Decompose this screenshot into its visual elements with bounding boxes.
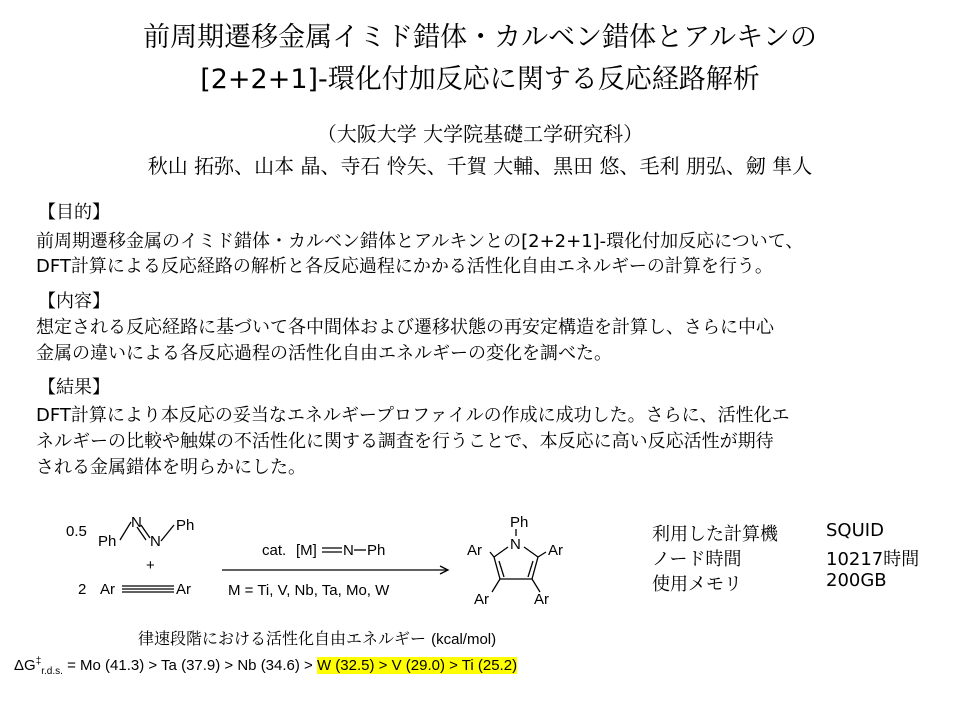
purpose-heading: 【目的】: [38, 202, 110, 223]
coef-azo: 0.5: [66, 523, 87, 540]
compute-value-1: SQUID: [826, 520, 884, 541]
purpose-line-1: 前周期遷移金属のイミド錯体・カルベン錯体とアルキンとの[2+2+1]-環化付加反応について、: [36, 231, 804, 252]
cat-ph: Ph: [367, 542, 386, 559]
ph-right: Ph: [176, 517, 195, 534]
affiliation: （大阪大学 大学院基礎工学研究科）: [316, 122, 644, 146]
compute-label-3: 使用メモリ: [652, 574, 742, 595]
reaction-scheme: [0, 500, 640, 630]
bond-ar-3: [492, 579, 500, 592]
cat-metal: [M]: [296, 542, 317, 559]
cat-n: N: [343, 542, 354, 559]
n-pyrrole: N: [510, 536, 521, 553]
ph-left: Ph: [98, 533, 117, 550]
ar-pyrrole-1: Ar: [467, 542, 482, 559]
title-line-1: 前周期遷移金属イミド錯体・カルベン錯体とアルキンの: [143, 22, 817, 53]
energy-order: [14, 656, 517, 677]
ar-pyrrole-4: Ar: [534, 591, 549, 608]
energy-caption-jp: 律速段階における活性化自由エネルギー: [138, 629, 427, 648]
content-line-1: 想定される反応経路に基づいて各中間体および遷移状態の再安定構造を計算し、さらに中心: [36, 317, 774, 338]
compute-label-1: 利用した計算機: [652, 524, 778, 545]
bond-n-n-a: [141, 525, 150, 538]
delta-g: ΔG: [14, 657, 36, 674]
energy-order-highlight: W (32.5) > V (29.0) > Ti (25.2): [316, 657, 518, 674]
ring-bond-4: [532, 557, 538, 579]
content-heading: 【内容】: [38, 291, 110, 312]
bond-ph-n: [120, 522, 131, 540]
bond-n-ph: [161, 525, 174, 541]
dagger: ‡: [35, 656, 42, 667]
bond-ar-2: [538, 552, 546, 557]
compute-value-2: 10217時間: [826, 549, 920, 570]
ar-pyrrole-2: Ar: [548, 542, 563, 559]
energy-order-plain: Mo (41.3) > Ta (37.9) > Nb (34.6) >: [80, 657, 317, 674]
n-top: N: [131, 514, 142, 531]
results-line-1: DFT計算により本反応の妥当なエネルギープロファイルの作成に成功した。さらに、活性化エ: [36, 405, 790, 426]
title-line-2: [2+2+1]-環化付加反応に関する反応経路解析: [200, 64, 760, 95]
reaction-scheme-svg: [0, 500, 640, 630]
energy-caption: [138, 626, 496, 649]
ring-bond-4b: [528, 561, 533, 577]
compute-label-2: ノード時間: [652, 549, 742, 570]
energy-caption-unit: (kcal/mol): [431, 631, 497, 648]
rds-subscript: r.d.s.: [41, 666, 63, 677]
results-heading: 【結果】: [38, 377, 110, 398]
ring-bond-1: [494, 547, 508, 557]
content-line-2: 金属の違いによる各反応過程の活性化自由エネルギーの変化を調べた。: [36, 343, 612, 364]
ph-pyrrole: Ph: [510, 514, 529, 531]
ar-alkyne-right: Ar: [176, 581, 191, 598]
coef-alkyne: 2: [78, 581, 87, 598]
results-line-2: ネルギーの比較や触媒の不活性化に関する調査を行うことで、本反応に高い反応活性が期待: [36, 431, 774, 452]
ring-bond-3b: [499, 561, 504, 577]
equals-sign: =: [62, 657, 81, 674]
ring-bond-2: [524, 547, 538, 557]
cat-prefix: cat.: [262, 542, 287, 559]
compute-value-3: 200GB: [826, 570, 887, 591]
bond-ar-1: [490, 552, 494, 557]
n-bottom: N: [150, 533, 161, 550]
authors: 秋山 拓弥、山本 晶、寺石 怜矢、千賀 大輔、黒田 悠、毛利 朋弘、劒 隼人: [147, 154, 813, 178]
ar-pyrrole-3: Ar: [474, 591, 489, 608]
ring-bond-3: [494, 557, 500, 579]
metal-list: M = Ti, V, Nb, Ta, Mo, W: [228, 582, 390, 599]
purpose-line-2: DFT計算による反応経路の解析と各反応過程にかかる活性化自由エネルギーの計算を行う。: [36, 256, 773, 277]
plus-sign: +: [146, 557, 155, 574]
results-line-3: される金属錯体を明らかにした。: [36, 457, 306, 478]
ar-alkyne-left: Ar: [100, 581, 115, 598]
